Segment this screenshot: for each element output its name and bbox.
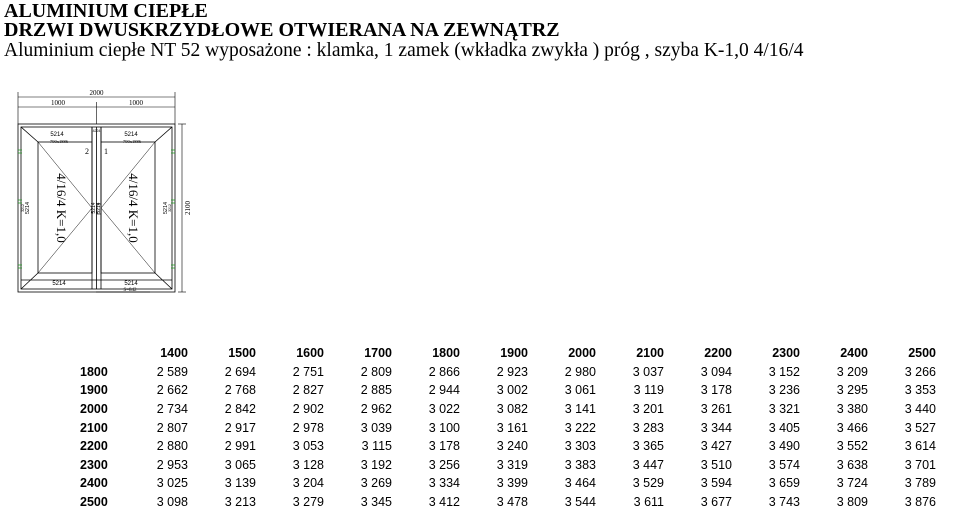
price-cell: 3 213 <box>224 495 256 510</box>
dim-height: 2100 <box>184 201 192 215</box>
price-cell: 3 303 <box>564 439 596 454</box>
profile-code-middle-left: 5214 <box>91 202 97 214</box>
height-header: 1900 <box>80 383 108 398</box>
sash-dims-right: 790x1886 <box>123 139 141 144</box>
price-cell: 3 701 <box>904 457 936 472</box>
price-cell: 3 141 <box>564 402 596 417</box>
price-cell: 3 128 <box>292 457 324 472</box>
price-cell: 3 677 <box>700 495 732 510</box>
table-row <box>80 474 936 493</box>
price-cell: 3 061 <box>564 383 596 398</box>
profile-code-right-side: 5214 <box>163 201 169 215</box>
height-header: 2400 <box>80 476 108 491</box>
price-cell: 2 866 <box>428 364 460 379</box>
price-cell: 2 902 <box>292 402 324 417</box>
width-header: 2400 <box>840 346 868 361</box>
price-cell: 3 098 <box>156 495 188 510</box>
price-cell: 2 978 <box>292 420 324 435</box>
price-cell: 3 022 <box>428 402 460 417</box>
price-cell: 3 383 <box>564 457 596 472</box>
height-header: 2000 <box>80 402 108 417</box>
bottom-note: S=842 <box>123 288 137 293</box>
profile-code-bottom-left: 5214 <box>52 281 66 287</box>
price-cell: 3 380 <box>836 402 868 417</box>
price-cell: 3 002 <box>496 383 528 398</box>
price-cell: 3 037 <box>632 364 664 379</box>
price-cell: 3 510 <box>700 457 732 472</box>
width-header: 1800 <box>432 346 460 361</box>
price-cell: 3 466 <box>836 420 868 435</box>
price-cell: 2 842 <box>224 402 256 417</box>
height-header: 2500 <box>80 495 108 510</box>
price-cell: 3 025 <box>156 476 188 491</box>
width-header: 1600 <box>296 346 324 361</box>
price-cell: 2 953 <box>156 457 188 472</box>
price-cell: 2 885 <box>360 383 392 398</box>
price-cell: 3 222 <box>564 420 596 435</box>
table-row <box>80 456 936 475</box>
door-technical-drawing <box>0 80 210 300</box>
price-cell: 3 201 <box>632 402 664 417</box>
header-corner <box>80 344 120 363</box>
width-header: 1400 <box>160 346 188 361</box>
price-cell: 3 261 <box>700 402 732 417</box>
price-cell: 3 053 <box>292 439 324 454</box>
price-cell: 3 039 <box>360 420 392 435</box>
table-row <box>80 437 936 456</box>
price-cell: 3 365 <box>632 439 664 454</box>
dim-left-width: 1000 <box>51 99 65 107</box>
price-cell: 3 724 <box>836 476 868 491</box>
profile-code-bottom-right: 5214 <box>124 281 138 287</box>
price-cell: 3 240 <box>496 439 528 454</box>
price-cell: 3 266 <box>904 364 936 379</box>
price-cell: 3 319 <box>496 457 528 472</box>
price-cell: 3 440 <box>904 402 936 417</box>
price-cell: 3 527 <box>904 420 936 435</box>
product-description: Aluminium ciepłe NT 52 wyposażone : klamka, 1 zamek (wkładka zwykła ) próg , szyba K-1,0 4/16/4 <box>4 40 804 61</box>
price-cell: 3 412 <box>428 495 460 510</box>
table-row <box>80 363 936 382</box>
price-cell: 3 478 <box>496 495 528 510</box>
height-header: 1800 <box>80 364 108 379</box>
price-cell: 3 256 <box>428 457 460 472</box>
width-header: 1900 <box>500 346 528 361</box>
width-header: 2000 <box>568 346 596 361</box>
sash-number-left: 2 <box>85 147 89 156</box>
price-cell: 3 283 <box>632 420 664 435</box>
price-cell: 3 552 <box>836 439 868 454</box>
sash-dims-left: 790x1886 <box>50 139 68 144</box>
price-cell: 2 923 <box>496 364 528 379</box>
price-cell: 3 659 <box>768 476 800 491</box>
price-table-header-row <box>80 344 936 363</box>
price-cell: 3 638 <box>836 457 868 472</box>
side-note-left: 3212 <box>21 204 25 212</box>
price-cell: 3 353 <box>904 383 936 398</box>
price-cell: 3 334 <box>428 476 460 491</box>
width-header: 2300 <box>772 346 800 361</box>
height-header: 2300 <box>80 457 108 472</box>
table-row <box>80 400 936 419</box>
table-row <box>80 418 936 437</box>
price-cell: 3 094 <box>700 364 732 379</box>
price-cell: 2 880 <box>156 439 188 454</box>
price-cell: 3 178 <box>700 383 732 398</box>
price-cell: 3 399 <box>496 476 528 491</box>
price-cell: 3 876 <box>904 495 936 510</box>
price-cell: 3 405 <box>768 420 800 435</box>
table-row <box>80 381 936 400</box>
price-cell: 3 100 <box>428 420 460 435</box>
price-cell: 2 694 <box>224 364 256 379</box>
side-note-right: 3212 <box>168 204 172 212</box>
price-cell: 2 962 <box>360 402 392 417</box>
width-header: 1700 <box>364 346 392 361</box>
price-cell: 3 345 <box>360 495 392 510</box>
price-cell: 3 119 <box>633 383 664 398</box>
sash-number-right: 1 <box>104 147 108 156</box>
price-cell: 3 447 <box>632 457 664 472</box>
price-cell: 3 209 <box>836 364 868 379</box>
price-cell: 2 807 <box>156 420 188 435</box>
dim-total-width: 2000 <box>89 89 104 97</box>
price-cell: 3 178 <box>428 439 460 454</box>
price-cell: 2 827 <box>292 383 324 398</box>
dim-right-width: 1000 <box>129 99 143 107</box>
price-cell: 3 152 <box>768 364 800 379</box>
price-cell: 3 065 <box>224 457 256 472</box>
price-cell: 3 115 <box>361 439 392 454</box>
price-cell: 3 809 <box>836 495 868 510</box>
height-header: 2200 <box>80 439 108 454</box>
price-table-body <box>80 363 936 511</box>
price-cell: 3 464 <box>564 476 596 491</box>
price-cell: 2 991 <box>224 439 256 454</box>
glass-label-left: 4/16/4 K=1,0 <box>54 173 69 243</box>
price-cell: 3 344 <box>700 420 732 435</box>
width-header: 2500 <box>908 346 936 361</box>
price-cell: 3 139 <box>224 476 256 491</box>
price-cell: 3 204 <box>292 476 324 491</box>
price-cell: 2 980 <box>564 364 596 379</box>
price-cell: 3 789 <box>904 476 936 491</box>
price-cell: 2 662 <box>156 383 188 398</box>
title-line-1: ALUMINIUM CIEPŁE <box>4 0 208 22</box>
price-cell: 2 917 <box>224 420 256 435</box>
price-cell: 3 611 <box>633 495 664 510</box>
table-row <box>80 493 936 511</box>
width-header: 2200 <box>704 346 732 361</box>
small-code-top-middle: 4224 <box>92 129 101 133</box>
price-cell: 3 743 <box>768 495 800 510</box>
price-cell: 2 809 <box>360 364 392 379</box>
price-cell: 3 321 <box>768 402 800 417</box>
price-cell: 2 751 <box>292 364 324 379</box>
price-cell: 3 295 <box>836 383 868 398</box>
width-header: 2100 <box>636 346 664 361</box>
profile-code-middle-right: 5214 <box>96 202 102 214</box>
price-cell: 2 589 <box>156 364 188 379</box>
glass-label-right: 4/16/4 K=1,0 <box>126 173 141 243</box>
price-cell: 3 594 <box>700 476 732 491</box>
profile-code-top-right: 5214 <box>124 132 138 138</box>
price-cell: 2 768 <box>224 383 256 398</box>
price-cell: 2 734 <box>156 402 188 417</box>
price-cell: 3 614 <box>904 439 936 454</box>
price-cell: 2 944 <box>428 383 460 398</box>
title-line-2: DRZWI DWUSKRZYDŁOWE OTWIERANA NA ZEWNĄTRZ <box>4 19 560 41</box>
profile-code-top-left: 5214 <box>50 132 64 138</box>
price-cell: 3 529 <box>632 476 664 491</box>
price-cell: 3 427 <box>700 439 732 454</box>
price-cell: 3 161 <box>496 420 528 435</box>
price-cell: 3 192 <box>360 457 392 472</box>
price-cell: 3 490 <box>768 439 800 454</box>
price-cell: 3 279 <box>292 495 324 510</box>
width-header: 1500 <box>228 346 256 361</box>
price-table <box>80 344 936 511</box>
price-cell: 3 574 <box>768 457 800 472</box>
price-cell: 3 269 <box>360 476 392 491</box>
price-cell: 3 236 <box>768 383 800 398</box>
price-cell: 3 082 <box>496 402 528 417</box>
price-cell: 3 544 <box>564 495 596 510</box>
height-header: 2100 <box>80 420 108 435</box>
profile-code-left-side: 5214 <box>25 201 31 215</box>
